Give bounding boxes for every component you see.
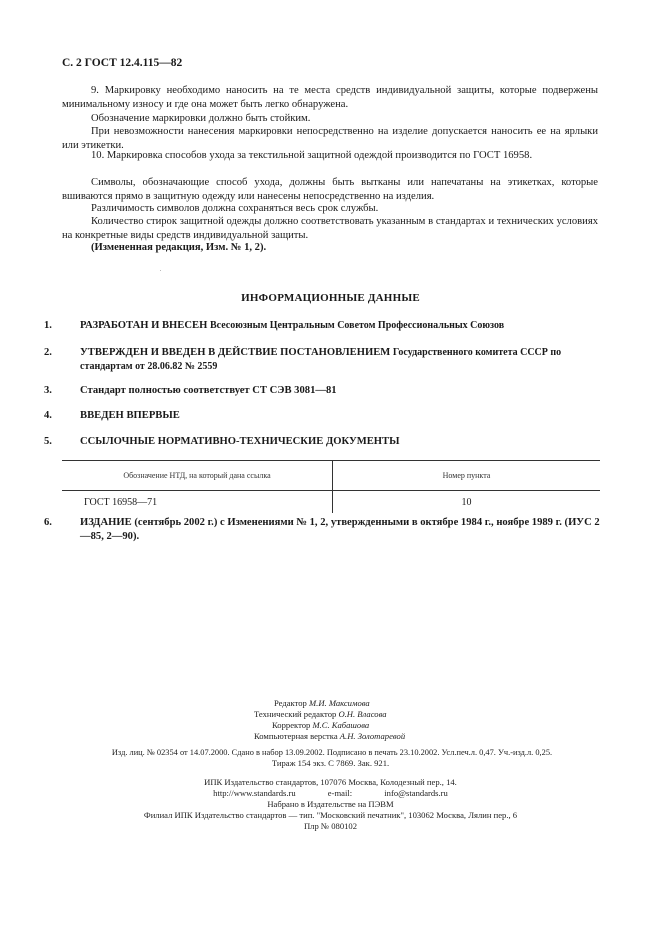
item-text: Государственного комитета СССР по стандартам от 28.06.82 № 2559 [80,347,562,372]
item-number: 1. [44,320,52,331]
info-item-5 [44,435,602,449]
imprint-line-3: ИПК Издательство стандартов, 107076 Москва, Колодезный пер., 14. [204,777,457,787]
imprint-editor: Редактор М.И. Максимова [274,698,370,708]
item-number: 4. [44,410,52,421]
table-cell: 10 [461,496,472,508]
imprint-line-6: Филиал ИПК Издательство стандартов — тип. "Московский печатник", 103062 Москва, Лялин пер., 6 [143,810,518,820]
imprint-line-1: Изд. лиц. № 02354 от 14.07.2000. Сдано в набор 13.09.2002. Подписано в печать 23.10.2002. Усл.печ.л. 0,47. Уч.-изд.л. 0,25. [111,748,553,757]
imprint-corrector: Корректор М.С. Кабашова [272,720,370,730]
item-caption: ВВЕДЕН ВПЕРВЫЕ [80,410,180,421]
paragraph-10c: Различимость символов должна сохраняться весь срок службы. [91,203,379,214]
item-number: 6. [44,517,52,528]
imprint-line-2: Тираж 154 экз. С 7869. Зак. 921. [271,758,390,768]
paragraph-9b: Обозначение маркировки должно быть стойким. [91,113,311,124]
column-header: Обозначение НТД, на который дана ссылка [62,461,333,491]
info-item-2 [44,346,602,374]
item-number: 5. [44,436,52,447]
item-number: 3. [44,385,52,396]
paragraph-9: 9. Маркировку необходимо наносить на те места средств индивидуальной защиты, которые подвержены минимальному износу и где она может быть легко обнаружена. [62,85,598,110]
revision-note: (Измененная редакция, Изм. № 1, 2). [91,242,267,253]
info-item-4 [44,409,602,423]
imprint-tech-editor: Технический редактор О.Н. Власова [254,709,387,719]
info-title: ИНФОРМАЦИОННЫЕ ДАННЫЕ [241,292,420,304]
references-table [62,460,600,513]
table-header-row [62,461,600,491]
imprint-line-4: http://www.standards.ru e-mail: info@standards.ru [213,788,448,798]
column-header: Номер пункта [333,461,601,491]
item-caption: ИЗДАНИЕ [80,517,132,528]
paragraph-10: 10. Маркировка способов ухода за текстильной защитной одеждой производится по ГОСТ 16958. [91,150,533,161]
info-item-3 [44,384,602,398]
item-text: Всесоюзным Центральным Советом Профессиональных Союзов [209,320,505,331]
paragraph-10b: Символы, обозначающие способ ухода, должны быть вытканы или напечатаны на этикетках, которые вшиваются прямо в защитную одежду или нанесены непосредственно на изделия. [62,177,598,202]
paragraph-10d: Количество стирок защитной одежды должно соответствовать указанным в стандартах и технических условиях на конкретные виды средств индивидуальной защиты. [62,216,598,241]
page-header: С. 2 ГОСТ 12.4.115—82 [62,57,183,69]
imprint-line-7: Плр № 080102 [303,821,358,831]
item-number: 2. [44,347,52,358]
table-row [62,491,600,514]
paragraph-9c: При невозможности нанесения маркировки непосредственно на изделие допускается наносить ее на ярлыки или этикетки. [62,126,598,151]
speck [160,270,161,271]
item-text: Стандарт полностью соответствует СТ СЭВ 3081—81 [80,385,337,396]
item-caption: ССЫЛОЧНЫЕ НОРМАТИВНО-ТЕХНИЧЕСКИЕ ДОКУМЕНТЫ [80,436,400,447]
info-item-1 [44,319,602,333]
item-caption: РАЗРАБОТАН И ВНЕСЕН [80,320,208,331]
info-item-6 [44,516,602,544]
imprint-line-5: Набрано в Издательстве на ПЭВМ [267,799,394,809]
item-text: (сентябрь 2002 г.) с Изменениями № 1, 2, утвержденными в октябре 1984 г., ноябре 1989 г. (ИУС 2—85, 2—90). [80,517,600,542]
item-caption: УТВЕРЖДЕН И ВВЕДЕН В ДЕЙСТВИЕ ПОСТАНОВЛЕНИЕМ [80,347,391,358]
imprint-layout: Компьютерная верстка А.Н. Золотаревой [254,731,406,741]
table-cell: ГОСТ 16958—71 [62,491,333,514]
